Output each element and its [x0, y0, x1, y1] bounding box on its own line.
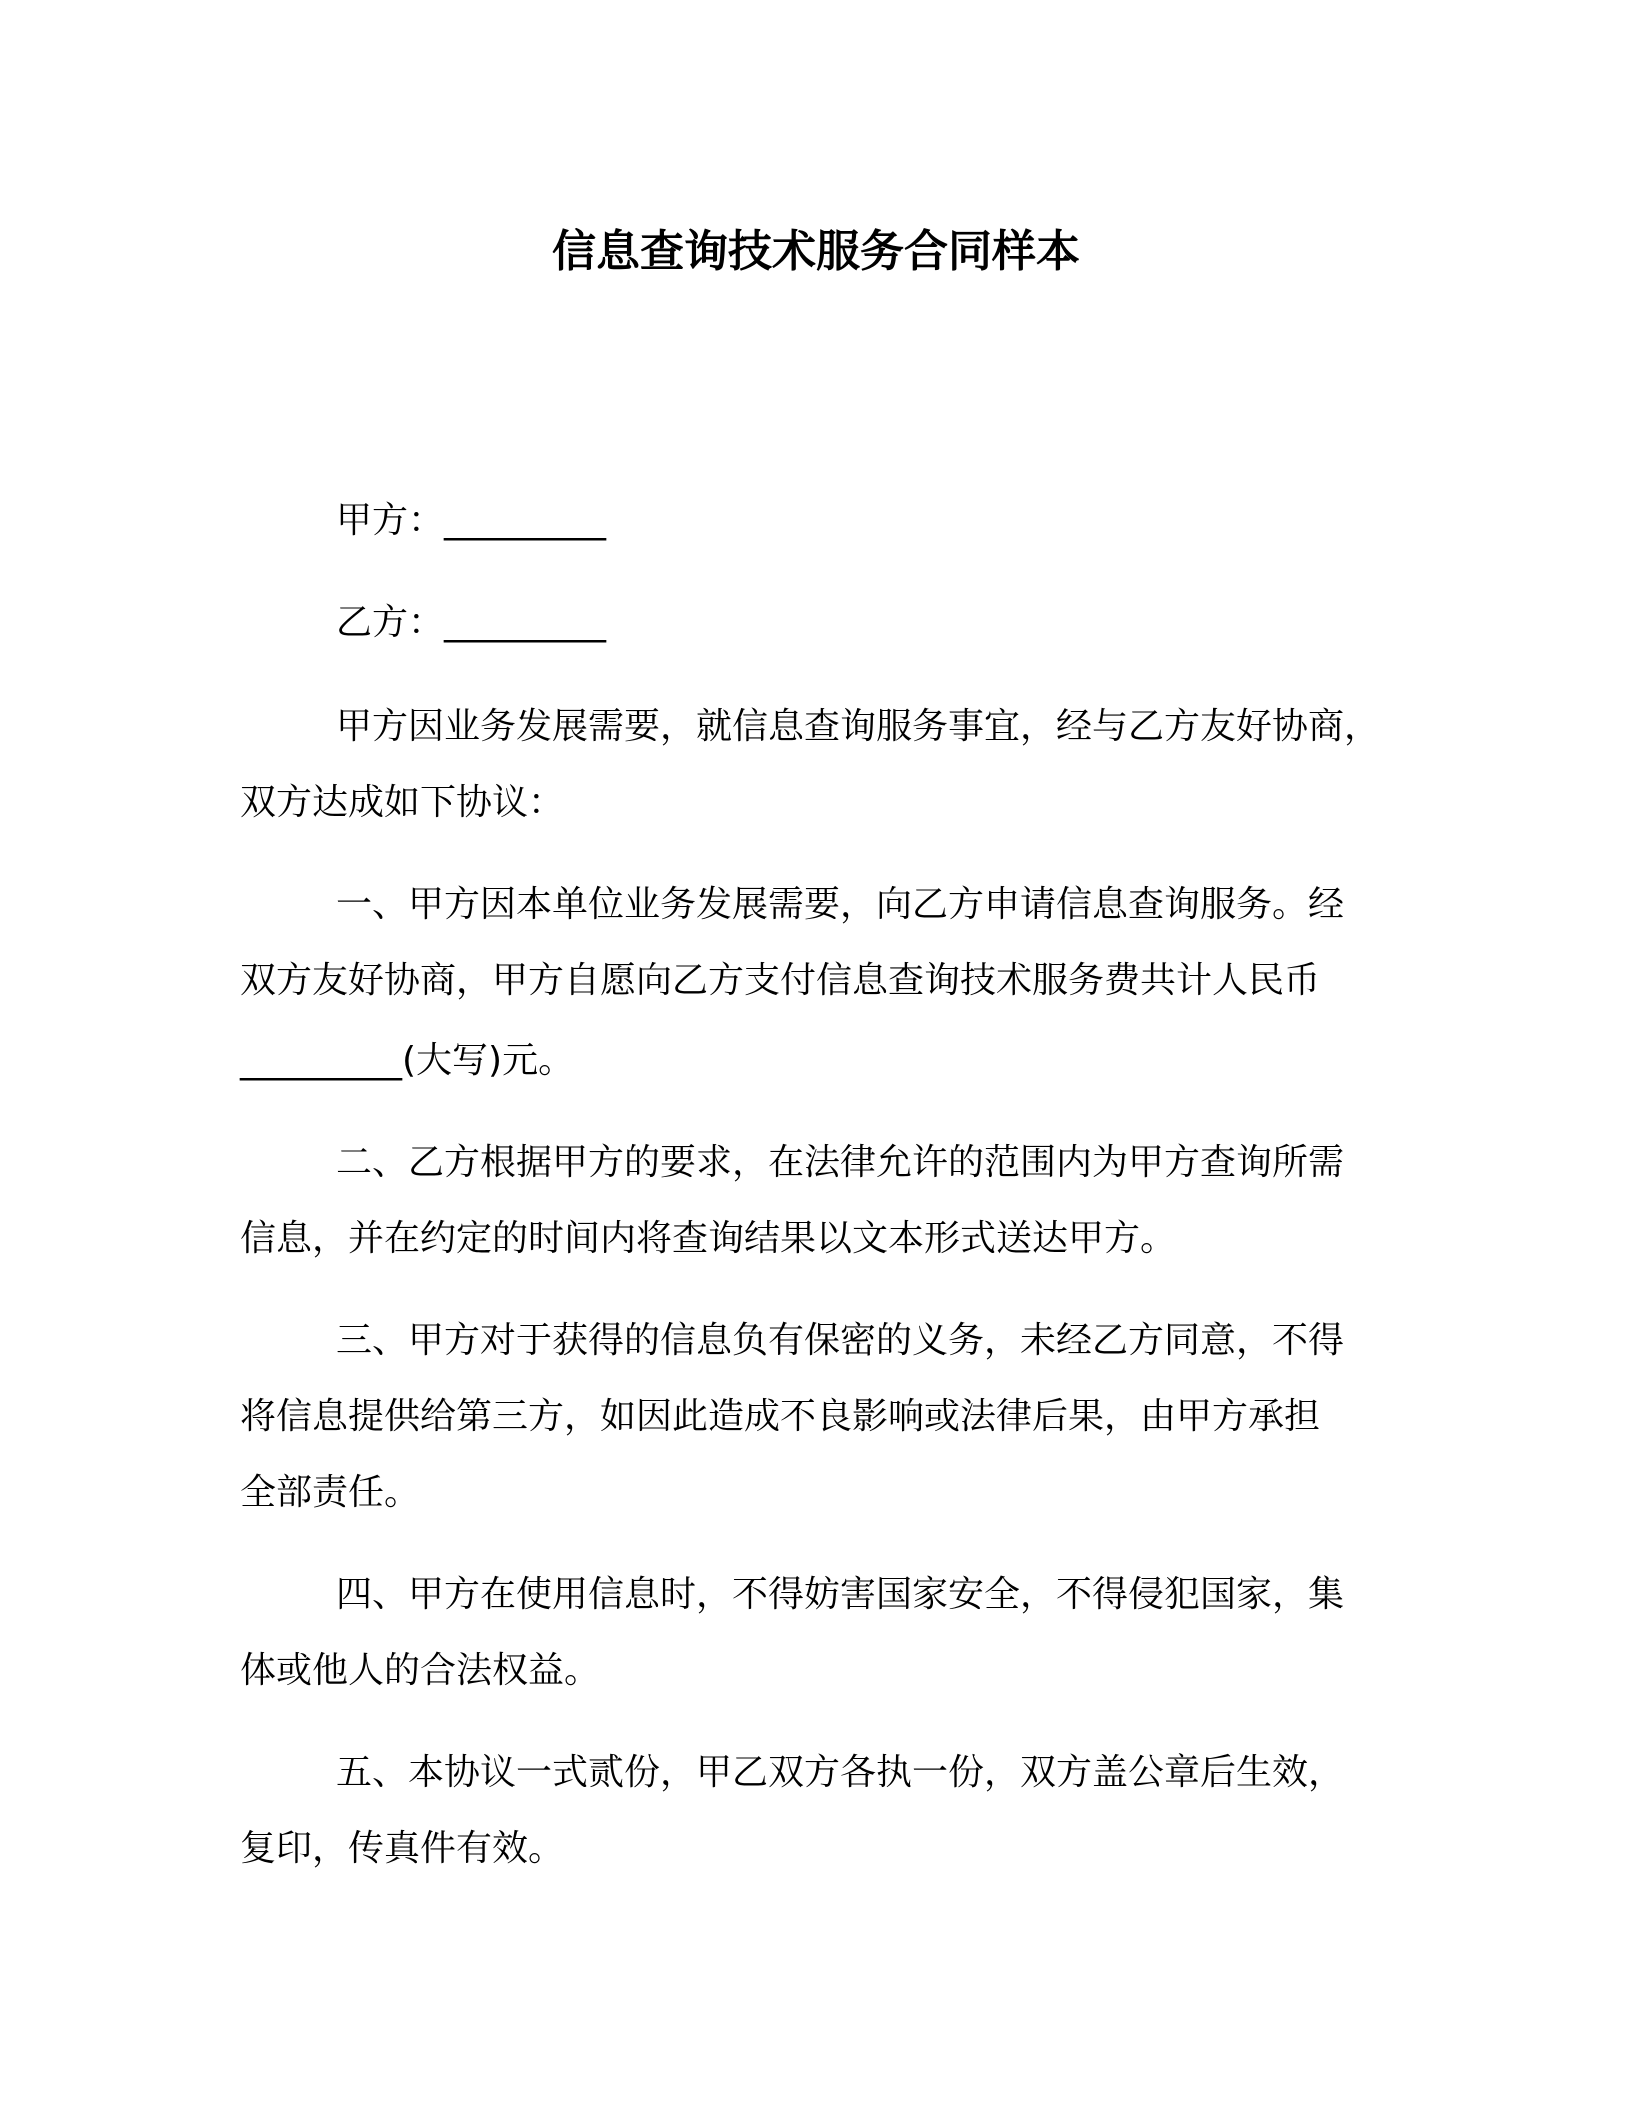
paragraph-line: 信息，并在约定的时间内将查询结果以文本形式送达甲方。 [240, 1218, 1177, 1259]
paragraph-line: 四、甲方在使用信息时，不得妨害国家安全，不得侵犯国家，集 [336, 1574, 1345, 1615]
paragraph-line: 全部责任。 [240, 1472, 421, 1513]
paragraph-line: 复印，传真件有效。 [240, 1828, 565, 1869]
party-b-line: 乙方：_________ [336, 602, 607, 643]
paragraph-line: 甲方因业务发展需要，就信息查询服务事宜，经与乙方友好协商， [336, 706, 1381, 747]
paragraph-line: 二、乙方根据甲方的要求，在法律允许的范围内为甲方查询所需 [336, 1142, 1345, 1183]
document-title: 信息查询技术服务合同样本 [552, 226, 1080, 277]
party-a-line: 甲方：_________ [336, 500, 607, 541]
paragraph-line: 三、甲方对于获得的信息负有保密的义务，未经乙方同意，不得 [336, 1320, 1345, 1361]
paragraph-line: 双方达成如下协议： [240, 782, 565, 823]
paragraph-line: 将信息提供给第三方，如因此造成不良影响或法律后果，由甲方承担 [240, 1396, 1321, 1437]
paragraph-line: 体或他人的合法权益。 [240, 1650, 601, 1691]
paragraph-line: 双方友好协商，甲方自愿向乙方支付信息查询技术服务费共计人民币 [240, 960, 1321, 1001]
paragraph-line: 五、本协议一式贰份，甲乙双方各执一份，双方盖公章后生效， [336, 1752, 1345, 1793]
paragraph-line: _________(大写)元。 [240, 1040, 575, 1081]
paragraph-line: 一、甲方因本单位业务发展需要，向乙方申请信息查询服务。经 [336, 884, 1345, 925]
